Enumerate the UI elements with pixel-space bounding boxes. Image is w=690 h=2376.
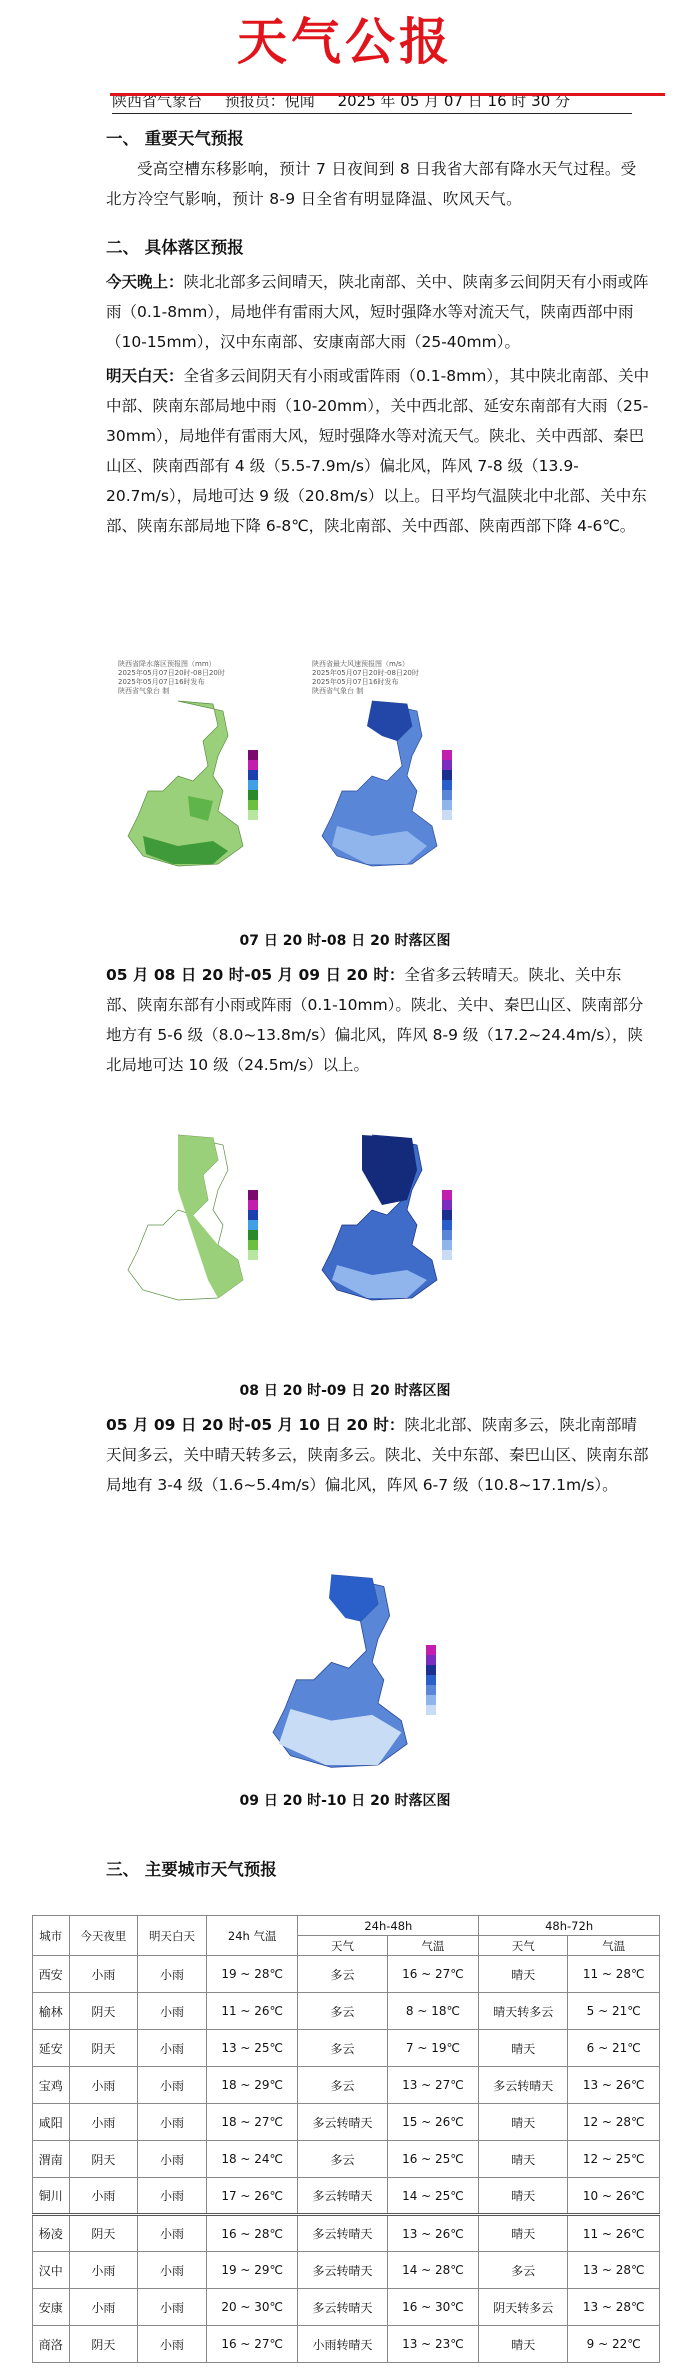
city-cell: 商洛 bbox=[33, 2326, 70, 2363]
fig1-left-cap2: 2025年05月07日20时-08日20时 bbox=[118, 669, 225, 677]
city-cell: 18 ~ 29℃ bbox=[206, 2067, 298, 2104]
city-cell: 16 ~ 28℃ bbox=[206, 2215, 298, 2252]
city-cell: 西安 bbox=[33, 1956, 70, 1993]
city-cell: 汉中 bbox=[33, 2252, 70, 2289]
fig2-wind-map bbox=[312, 1100, 482, 1300]
fig1-left-cap3: 2025年05月07日16时发布 bbox=[118, 678, 205, 686]
city-row bbox=[33, 2289, 660, 2326]
fig1-wind-map bbox=[312, 660, 482, 860]
section1-text: 受高空槽东移影响，预计 7 日夜间到 8 日我省大部有降水天气过程。受北方冷空气影响，预计 8-9 日全省有明显降温、吹风天气。 bbox=[106, 160, 637, 208]
wind-legend-2 bbox=[442, 1190, 456, 1260]
city-cell: 20 ~ 30℃ bbox=[206, 2289, 298, 2326]
city-cell: 7 ~ 19℃ bbox=[387, 2030, 479, 2067]
fig1-caption: 07 日 20 时-08 日 20 时落区图 bbox=[239, 933, 451, 949]
wind-legend bbox=[442, 750, 456, 820]
city-cell: 小雨 bbox=[69, 2289, 138, 2326]
fig1-precip-map bbox=[118, 660, 288, 860]
wind-legend-3 bbox=[426, 1645, 440, 1715]
city-cell: 渭南 bbox=[33, 2141, 70, 2178]
city-cell: 16 ~ 30℃ bbox=[387, 2289, 479, 2326]
fig2-maps bbox=[118, 1100, 482, 1300]
city-cell: 小雨 bbox=[69, 1956, 138, 1993]
city-cell: 小雨转晴天 bbox=[298, 2326, 387, 2363]
city-cell: 多云转晴天 bbox=[479, 2067, 568, 2104]
city-cell: 小雨 bbox=[138, 2104, 207, 2141]
precip-legend-2 bbox=[248, 1190, 262, 1260]
city-cell: 阴天转多云 bbox=[479, 2289, 568, 2326]
wind-map-image-3 bbox=[258, 1569, 428, 1779]
section-important-forecast bbox=[106, 124, 651, 214]
city-cell: 小雨 bbox=[138, 2141, 207, 2178]
city-row bbox=[33, 2104, 660, 2141]
city-cell: 晴天 bbox=[479, 2326, 568, 2363]
fig1-right-cap3: 2025年05月07日16时发布 bbox=[312, 678, 399, 686]
city-cell: 小雨 bbox=[138, 1993, 207, 2030]
city-row bbox=[33, 1993, 660, 2030]
col-48-72-weather: 天气 bbox=[479, 1936, 568, 1956]
city-cell: 多云 bbox=[479, 2252, 568, 2289]
col-temp24: 24h 气温 bbox=[206, 1916, 298, 1956]
fig1-left-cap1: 陕西省降水落区预报图（mm） bbox=[118, 660, 216, 668]
city-cell: 小雨 bbox=[138, 2067, 207, 2104]
city-cell: 安康 bbox=[33, 2289, 70, 2326]
city-cell: 小雨 bbox=[138, 2178, 207, 2215]
city-row bbox=[33, 2067, 660, 2104]
city-cell: 13 ~ 28℃ bbox=[568, 2252, 660, 2289]
city-cell: 多云转晴天 bbox=[298, 2178, 387, 2215]
city-cell: 杨凌 bbox=[33, 2215, 70, 2252]
section2-heading: 二、 具体落区预报 bbox=[106, 238, 244, 257]
city-row bbox=[33, 2178, 660, 2215]
city-row bbox=[33, 2252, 660, 2289]
city-cell: 14 ~ 25℃ bbox=[387, 2178, 479, 2215]
header-red-line bbox=[110, 93, 665, 96]
city-cell: 晴天 bbox=[479, 2030, 568, 2067]
city-cell: 阴天 bbox=[69, 2215, 138, 2252]
city-cell: 13 ~ 23℃ bbox=[387, 2326, 479, 2363]
city-cell: 15 ~ 26℃ bbox=[387, 2104, 479, 2141]
city-cell: 小雨 bbox=[69, 2252, 138, 2289]
precip-map-image-2 bbox=[118, 1130, 258, 1310]
city-cell: 6 ~ 21℃ bbox=[568, 2030, 660, 2067]
city-cell: 小雨 bbox=[138, 2215, 207, 2252]
col-48-72-temp: 气温 bbox=[568, 1936, 660, 1956]
city-cell: 11 ~ 26℃ bbox=[206, 1993, 298, 2030]
city-cell: 多云 bbox=[298, 1993, 387, 2030]
city-forecast-table bbox=[32, 1915, 660, 2363]
day3-paragraph bbox=[106, 1410, 651, 1500]
city-cell: 多云转晴天 bbox=[298, 2252, 387, 2289]
city-cell: 晴天转多云 bbox=[479, 1993, 568, 2030]
city-cell: 小雨 bbox=[138, 2289, 207, 2326]
city-cell: 咸阳 bbox=[33, 2104, 70, 2141]
city-cell: 多云 bbox=[298, 2067, 387, 2104]
city-cell: 多云转晴天 bbox=[298, 2104, 387, 2141]
col-city: 城市 bbox=[33, 1916, 70, 1956]
city-cell: 小雨 bbox=[138, 2030, 207, 2067]
city-cell: 小雨 bbox=[138, 1956, 207, 1993]
day2-lead: 05 月 08 日 20 时-05 月 09 日 20 时： bbox=[106, 966, 405, 984]
city-cell: 11 ~ 28℃ bbox=[568, 1956, 660, 1993]
city-cell: 16 ~ 27℃ bbox=[206, 2326, 298, 2363]
city-cell: 多云转晴天 bbox=[298, 2289, 387, 2326]
city-cell: 13 ~ 26℃ bbox=[568, 2067, 660, 2104]
wind-map-image bbox=[312, 696, 452, 876]
tomorrow-text: 全省多云间阴天有小雨或雷阵雨（0.1-8mm），其中陕北南部、关中中部、陕南东部局地中雨（10-20mm），关中西北部、延安东南部有大雨（25-30mm），局地伴有雷雨大风，短时强降水等对流天气。陕北、关中西部、秦巴山区、陕南西部有 4 级（5.5-7.9m/s）偏北风，阵风 7-8 级（13.9-20.7m/s），局地可达 9 级（20.8m/s）以上。日平均气温陕北中北部、关中东部、陕南东部局地下降 6-8℃，陕北南部、关中西部、陕南西部下降 4-6℃。 bbox=[106, 367, 650, 535]
fig1-maps bbox=[118, 660, 482, 860]
fig1-right-cap2: 2025年05月07日20时-08日20时 bbox=[312, 669, 419, 677]
city-cell: 晴天 bbox=[479, 2141, 568, 2178]
city-cell: 12 ~ 28℃ bbox=[568, 2104, 660, 2141]
city-cell: 小雨 bbox=[69, 2067, 138, 2104]
section-city-forecast bbox=[106, 1855, 651, 1885]
city-cell: 13 ~ 25℃ bbox=[206, 2030, 298, 2067]
tonight-paragraph bbox=[106, 267, 651, 357]
fig1-right-cap4: 陕西省气象台 制 bbox=[312, 687, 364, 695]
tomorrow-lead: 明天白天： bbox=[106, 367, 184, 385]
city-cell: 多云 bbox=[298, 2030, 387, 2067]
city-cell: 10 ~ 26℃ bbox=[568, 2178, 660, 2215]
city-cell: 阴天 bbox=[69, 2326, 138, 2363]
city-row bbox=[33, 2215, 660, 2252]
col-24-48-temp: 气温 bbox=[387, 1936, 479, 1956]
city-cell: 小雨 bbox=[69, 2104, 138, 2141]
city-cell: 16 ~ 27℃ bbox=[387, 1956, 479, 1993]
city-cell: 13 ~ 26℃ bbox=[387, 2215, 479, 2252]
wind-map-image-2 bbox=[312, 1130, 452, 1310]
city-cell: 12 ~ 25℃ bbox=[568, 2141, 660, 2178]
col-24-48: 24h-48h bbox=[298, 1916, 479, 1936]
fig1-left-cap4: 陕西省气象台 制 bbox=[118, 687, 170, 695]
city-cell: 小雨 bbox=[69, 2178, 138, 2215]
fig3-caption: 09 日 20 时-10 日 20 时落区图 bbox=[239, 1793, 451, 1809]
city-table-head bbox=[33, 1916, 660, 1956]
col-24-48-weather: 天气 bbox=[298, 1936, 387, 1956]
fig2-caption: 08 日 20 时-09 日 20 时落区图 bbox=[239, 1383, 451, 1399]
city-cell: 铜川 bbox=[33, 2178, 70, 2215]
day2-text: 全省多云转晴天。陕北、关中东部、陕南东部有小雨或阵雨（0.1-10mm）。陕北、关中、秦巴山区、陕南部分地方有 5-6 级（8.0~13.8m/s）偏北风，阵风 8-9 级（17.2~24.4m/s），陕北局地可达 10 级（24.5m/s）以上。 bbox=[106, 966, 644, 1074]
meta-forecaster: 预报员：倪闻 bbox=[224, 92, 315, 110]
section-area-forecast bbox=[106, 233, 651, 541]
city-table-body bbox=[33, 1956, 660, 2363]
bulletin-title: 天气公报 bbox=[237, 12, 453, 71]
city-cell: 9 ~ 22℃ bbox=[568, 2326, 660, 2363]
city-cell: 阴天 bbox=[69, 1993, 138, 2030]
day3-text: 陕北北部、陕南多云，陕北南部晴天间多云，关中晴天转多云，陕南多云。陕北、关中东部、秦巴山区、陕南东部局地有 3-4 级（1.6~5.4m/s）偏北风，阵风 6-7 级（10.8~17.1m/s）。 bbox=[106, 1416, 649, 1494]
precip-map-image bbox=[118, 696, 258, 876]
city-row bbox=[33, 1956, 660, 1993]
city-cell: 晴天 bbox=[479, 2104, 568, 2141]
fig1-right-cap1: 陕西省最大风速预报图（m/s） bbox=[312, 660, 409, 668]
city-cell: 阴天 bbox=[69, 2030, 138, 2067]
city-row bbox=[33, 2030, 660, 2067]
city-cell: 晴天 bbox=[479, 2178, 568, 2215]
city-cell: 阴天 bbox=[69, 2141, 138, 2178]
section3-heading: 三、 主要城市天气预报 bbox=[106, 1860, 277, 1879]
meta-org: 陕西省气象台 bbox=[112, 92, 203, 110]
city-cell: 13 ~ 28℃ bbox=[568, 2289, 660, 2326]
meta-time: 2025 年 05 月 07 日 16 时 30 分 bbox=[337, 92, 571, 110]
col-48-72: 48h-72h bbox=[479, 1916, 660, 1936]
city-cell: 14 ~ 28℃ bbox=[387, 2252, 479, 2289]
day3-lead: 05 月 09 日 20 时-05 月 10 日 20 时： bbox=[106, 1416, 405, 1434]
city-cell: 宝鸡 bbox=[33, 2067, 70, 2104]
tonight-lead: 今天晚上： bbox=[106, 273, 184, 291]
city-row bbox=[33, 2326, 660, 2363]
fig3-maps bbox=[258, 1545, 448, 1775]
city-cell: 小雨 bbox=[138, 2326, 207, 2363]
city-cell: 多云 bbox=[298, 1956, 387, 1993]
day2-paragraph bbox=[106, 960, 651, 1080]
city-cell: 晴天 bbox=[479, 2215, 568, 2252]
col-tomorrow-day: 明天白天 bbox=[138, 1916, 207, 1956]
tonight-text: 陕北北部多云间晴天，陕北南部、关中、陕南多云间阴天有小雨或阵雨（0.1-8mm），局地伴有雷雨大风，短时强降水等对流天气，陕南西部中雨（10-15mm），汉中东南部、安康南部大雨（25-40mm）。 bbox=[106, 273, 649, 351]
city-cell: 17 ~ 26℃ bbox=[206, 2178, 298, 2215]
city-cell: 多云 bbox=[298, 2141, 387, 2178]
city-cell: 榆林 bbox=[33, 1993, 70, 2030]
city-cell: 5 ~ 21℃ bbox=[568, 1993, 660, 2030]
city-cell: 晴天 bbox=[479, 1956, 568, 1993]
precip-legend bbox=[248, 750, 262, 820]
city-cell: 18 ~ 24℃ bbox=[206, 2141, 298, 2178]
city-row bbox=[33, 2141, 660, 2178]
tomorrow-paragraph bbox=[106, 361, 651, 541]
city-cell: 多云转晴天 bbox=[298, 2215, 387, 2252]
city-cell: 19 ~ 29℃ bbox=[206, 2252, 298, 2289]
fig3-wind-map bbox=[258, 1545, 448, 1775]
fig2-precip-map bbox=[118, 1100, 288, 1300]
city-cell: 13 ~ 27℃ bbox=[387, 2067, 479, 2104]
section1-heading: 一、 重要天气预报 bbox=[106, 129, 244, 148]
col-tonight: 今天夜里 bbox=[69, 1916, 138, 1956]
city-cell: 18 ~ 27℃ bbox=[206, 2104, 298, 2141]
city-cell: 延安 bbox=[33, 2030, 70, 2067]
city-cell: 小雨 bbox=[138, 2252, 207, 2289]
city-cell: 11 ~ 26℃ bbox=[568, 2215, 660, 2252]
city-cell: 8 ~ 18℃ bbox=[387, 1993, 479, 2030]
city-cell: 16 ~ 25℃ bbox=[387, 2141, 479, 2178]
city-cell: 19 ~ 28℃ bbox=[206, 1956, 298, 1993]
